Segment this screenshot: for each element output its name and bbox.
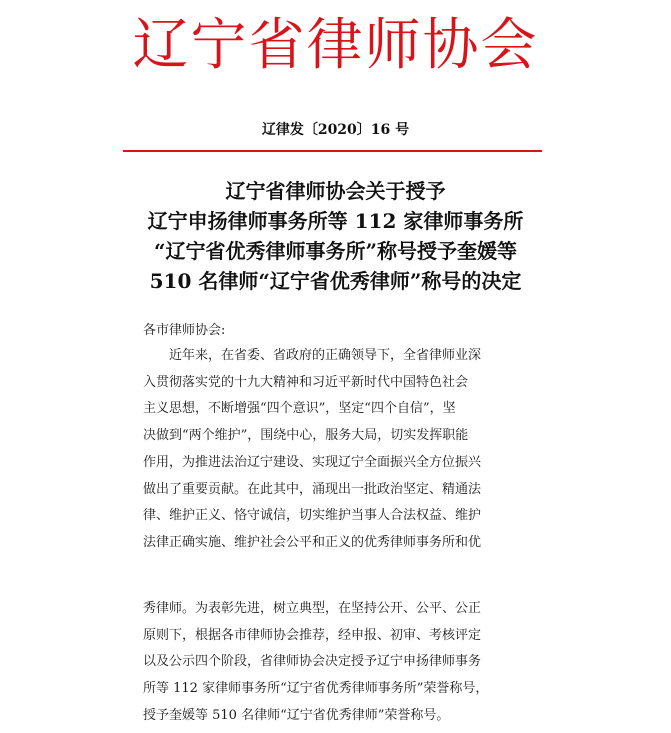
paragraph-line: 法律正确实施、维护社会公平和正义的优秀律师事务所和优 [143,534,482,550]
title-line: 辽宁省律师协会关于授予 [225,179,446,203]
paragraph-line: 以及公示四个阶段，省律师协会决定授予辽宁申扬律师事务 [143,654,482,670]
paragraph-line: 作用，为推进法治辽宁建设、实现辽宁全面振兴全方位振兴 [143,454,482,470]
organization-letterhead: 辽宁省律师协会 [132,13,539,78]
paragraph-line: 所等 112 家律师事务所“辽宁省优秀律师事务所”荣誉称号， [143,681,489,697]
body-paragraph-1 [143,343,533,557]
paragraph-line: 近年来，在省委、省政府的正确领导下，全省律师业深 [169,348,482,363]
paragraph-line: 授予奎媛等 510 名律师“辽宁省优秀律师”荣誉称号。 [143,707,450,723]
title-line: 辽宁申扬律师事务所等 112 家律师事务所 [147,209,524,233]
paragraph-line: 秀律师。为表彰先进，树立典型，在坚持公开、公平、公正 [143,601,482,616]
paragraph-line: 做出了重要贡献。在此其中，涌现出一批政治坚定、精通法 [143,481,482,497]
salutation: 各市律师协会: [143,323,226,338]
paragraph-line: 主义思想，不断增强“四个意识”，坚定“四个自信”，坚 [143,401,456,417]
body-paragraph-2 [143,596,533,730]
paragraph-line: 原则下，根据各市律师协会推荐，经申报、初审、考核评定 [143,627,482,643]
paragraph-line: 入贯彻落实党的十九大精神和习近平新时代中国特色社会 [143,374,469,390]
title-line: “辽宁省优秀律师事务所”称号授予奎媛等 [153,239,517,263]
title-line: 510 名律师“辽宁省优秀律师”称号的决定 [149,269,522,293]
document-number: 辽律发〔2020〕16 号 [261,122,410,138]
paragraph-line: 律、维护正义、恪守诚信，切实维护当事人合法权益、维护 [143,508,482,524]
paragraph-line: 决做到“两个维护”，围绕中心，服务大局，切实发挥职能 [143,428,469,444]
document-title [60,176,611,296]
red-divider-line [123,150,542,152]
